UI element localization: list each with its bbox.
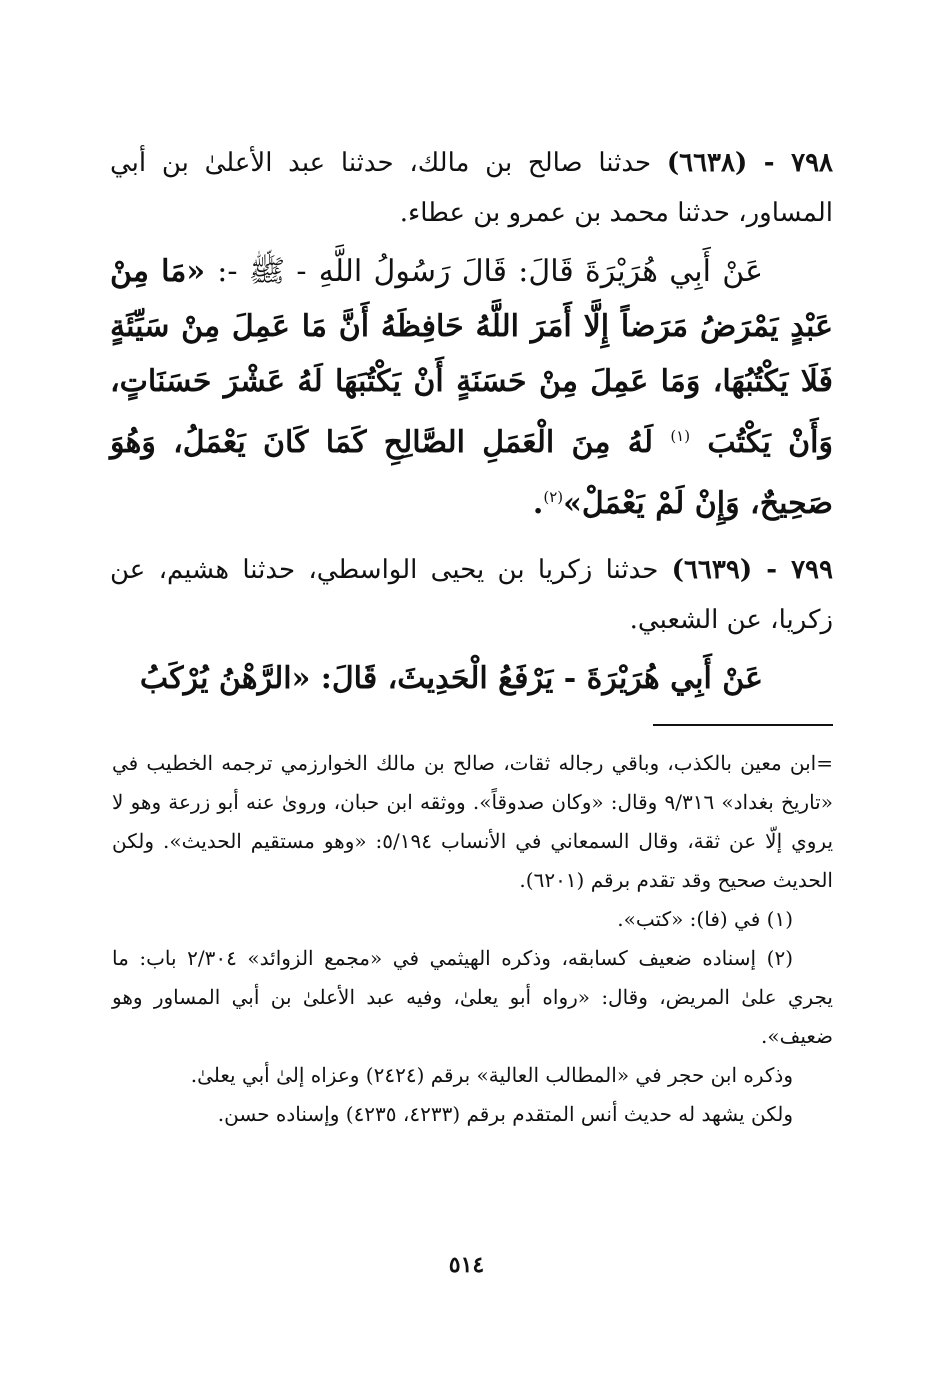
hadith-798-chain: حدثنا صالح بن مالك، حدثنا عبد الأعلىٰ بن أبي المساور، حدثنا محمد بن عمرو بن عطاء. <box>110 148 833 228</box>
hadith-798-isnad <box>110 138 833 238</box>
page-number: ٥١٤ <box>448 1252 485 1278</box>
hadith-798 <box>110 138 833 531</box>
footnote-separator <box>653 724 833 726</box>
hadith-798-text-2: لَهُ مِنَ الْعَمَلِ الصَّالِحِ كَمَا كَانَ يَعْمَلُ، وَهُوَ صَحِيحٌ، وَإِنْ لَمْ يَعْمَلْ» <box>110 425 833 521</box>
hadith-799 <box>110 545 833 706</box>
hadith-799-number: ٧٩٩ - (٦٦٣٩) <box>671 555 833 585</box>
hadith-798-matn <box>110 244 833 531</box>
hadith-799-isnad <box>110 545 833 645</box>
hadith-798-narrator: عَنْ أَبِي هُرَيْرَةَ قَالَ: قَالَ رَسُولُ اللَّهِ <box>318 254 764 289</box>
footnote-continuation: =ابن معين بالكذب، وباقي رجاله ثقات، صالح بن مالك الخوارزمي ترجمه الخطيب في «تاريخ بغداد» ٩/٣١٦ وقال: «وكان صدوقاً». ووثقه ابن حبان، وروىٰ عنه أبو زرعة وهو لا يروي إلّا عن ثقة، وقال السمعاني في الأنساب ٥/١٩٤: «وهو مستقيم الحديث». ولكن الحديث صحيح وقد تقدم برقم (٦٢٠١). <box>112 751 834 892</box>
footnote-2: (٢) إسناده ضعيف كسابقه، وذكره الهيثمي في «مجمع الزوائد» ٢/٣٠٤ باب: ما يجري علىٰ المريض، وقال: «رواه أبو يعلىٰ، وفيه عبد الأعلىٰ بن أبي المساور وهو ضعيف». <box>112 946 833 1048</box>
hadith-799-matn: عَنْ أَبِي هُرَيْرَةَ - يَرْفَعُ الْحَدِيثَ، قَالَ: «الرَّهْنُ يُرْكَبُ <box>139 661 763 696</box>
hadith-798-number: ٧٩٨ - (٦٦٣٨) <box>666 148 834 178</box>
footnote-ref-2[interactable]: (٢) <box>543 488 564 506</box>
footnotes <box>112 744 833 1134</box>
hadith-798-text-1: «مَا مِنْ عَبْدٍ يَمْرَضُ مَرَضاً إِلَّا أَمَرَ اللَّهُ حَافِظَهُ أَنَّ مَا عَمِلَ مِنْ سَيِّئَةٍ فَلَا يَكْتُبُهَا، وَمَا عَمِلَ مِنْ حَسَنَةٍ أَنْ يَكْتُبَهَا لَهُ عَشْرَ حَسَنَاتٍ، وَأَنْ يَكْتُبَ <box>110 254 833 460</box>
footnote-1: (١) في (فا): «كتب». <box>617 907 793 931</box>
footnote-ref-1[interactable]: (١) <box>670 427 691 445</box>
salutation: - ﷺ -: <box>217 254 307 289</box>
hadith-798-end: . <box>532 486 544 521</box>
footnote-2-para-3: ولكن يشهد له حديث أنس المتقدم برقم (٤٢٣٣، ٤٢٣٥) وإسناده حسن. <box>217 1102 793 1126</box>
hadith-799-chain: حدثنا زكريا بن يحيى الواسطي، حدثنا هشيم، عن زكريا، عن الشعبي. <box>110 555 833 635</box>
footnote-2-para-2: وذكره ابن حجر في «المطالب العالية» برقم (٢٤٢٤) وعزاه إلىٰ أبي يعلىٰ. <box>190 1063 793 1087</box>
